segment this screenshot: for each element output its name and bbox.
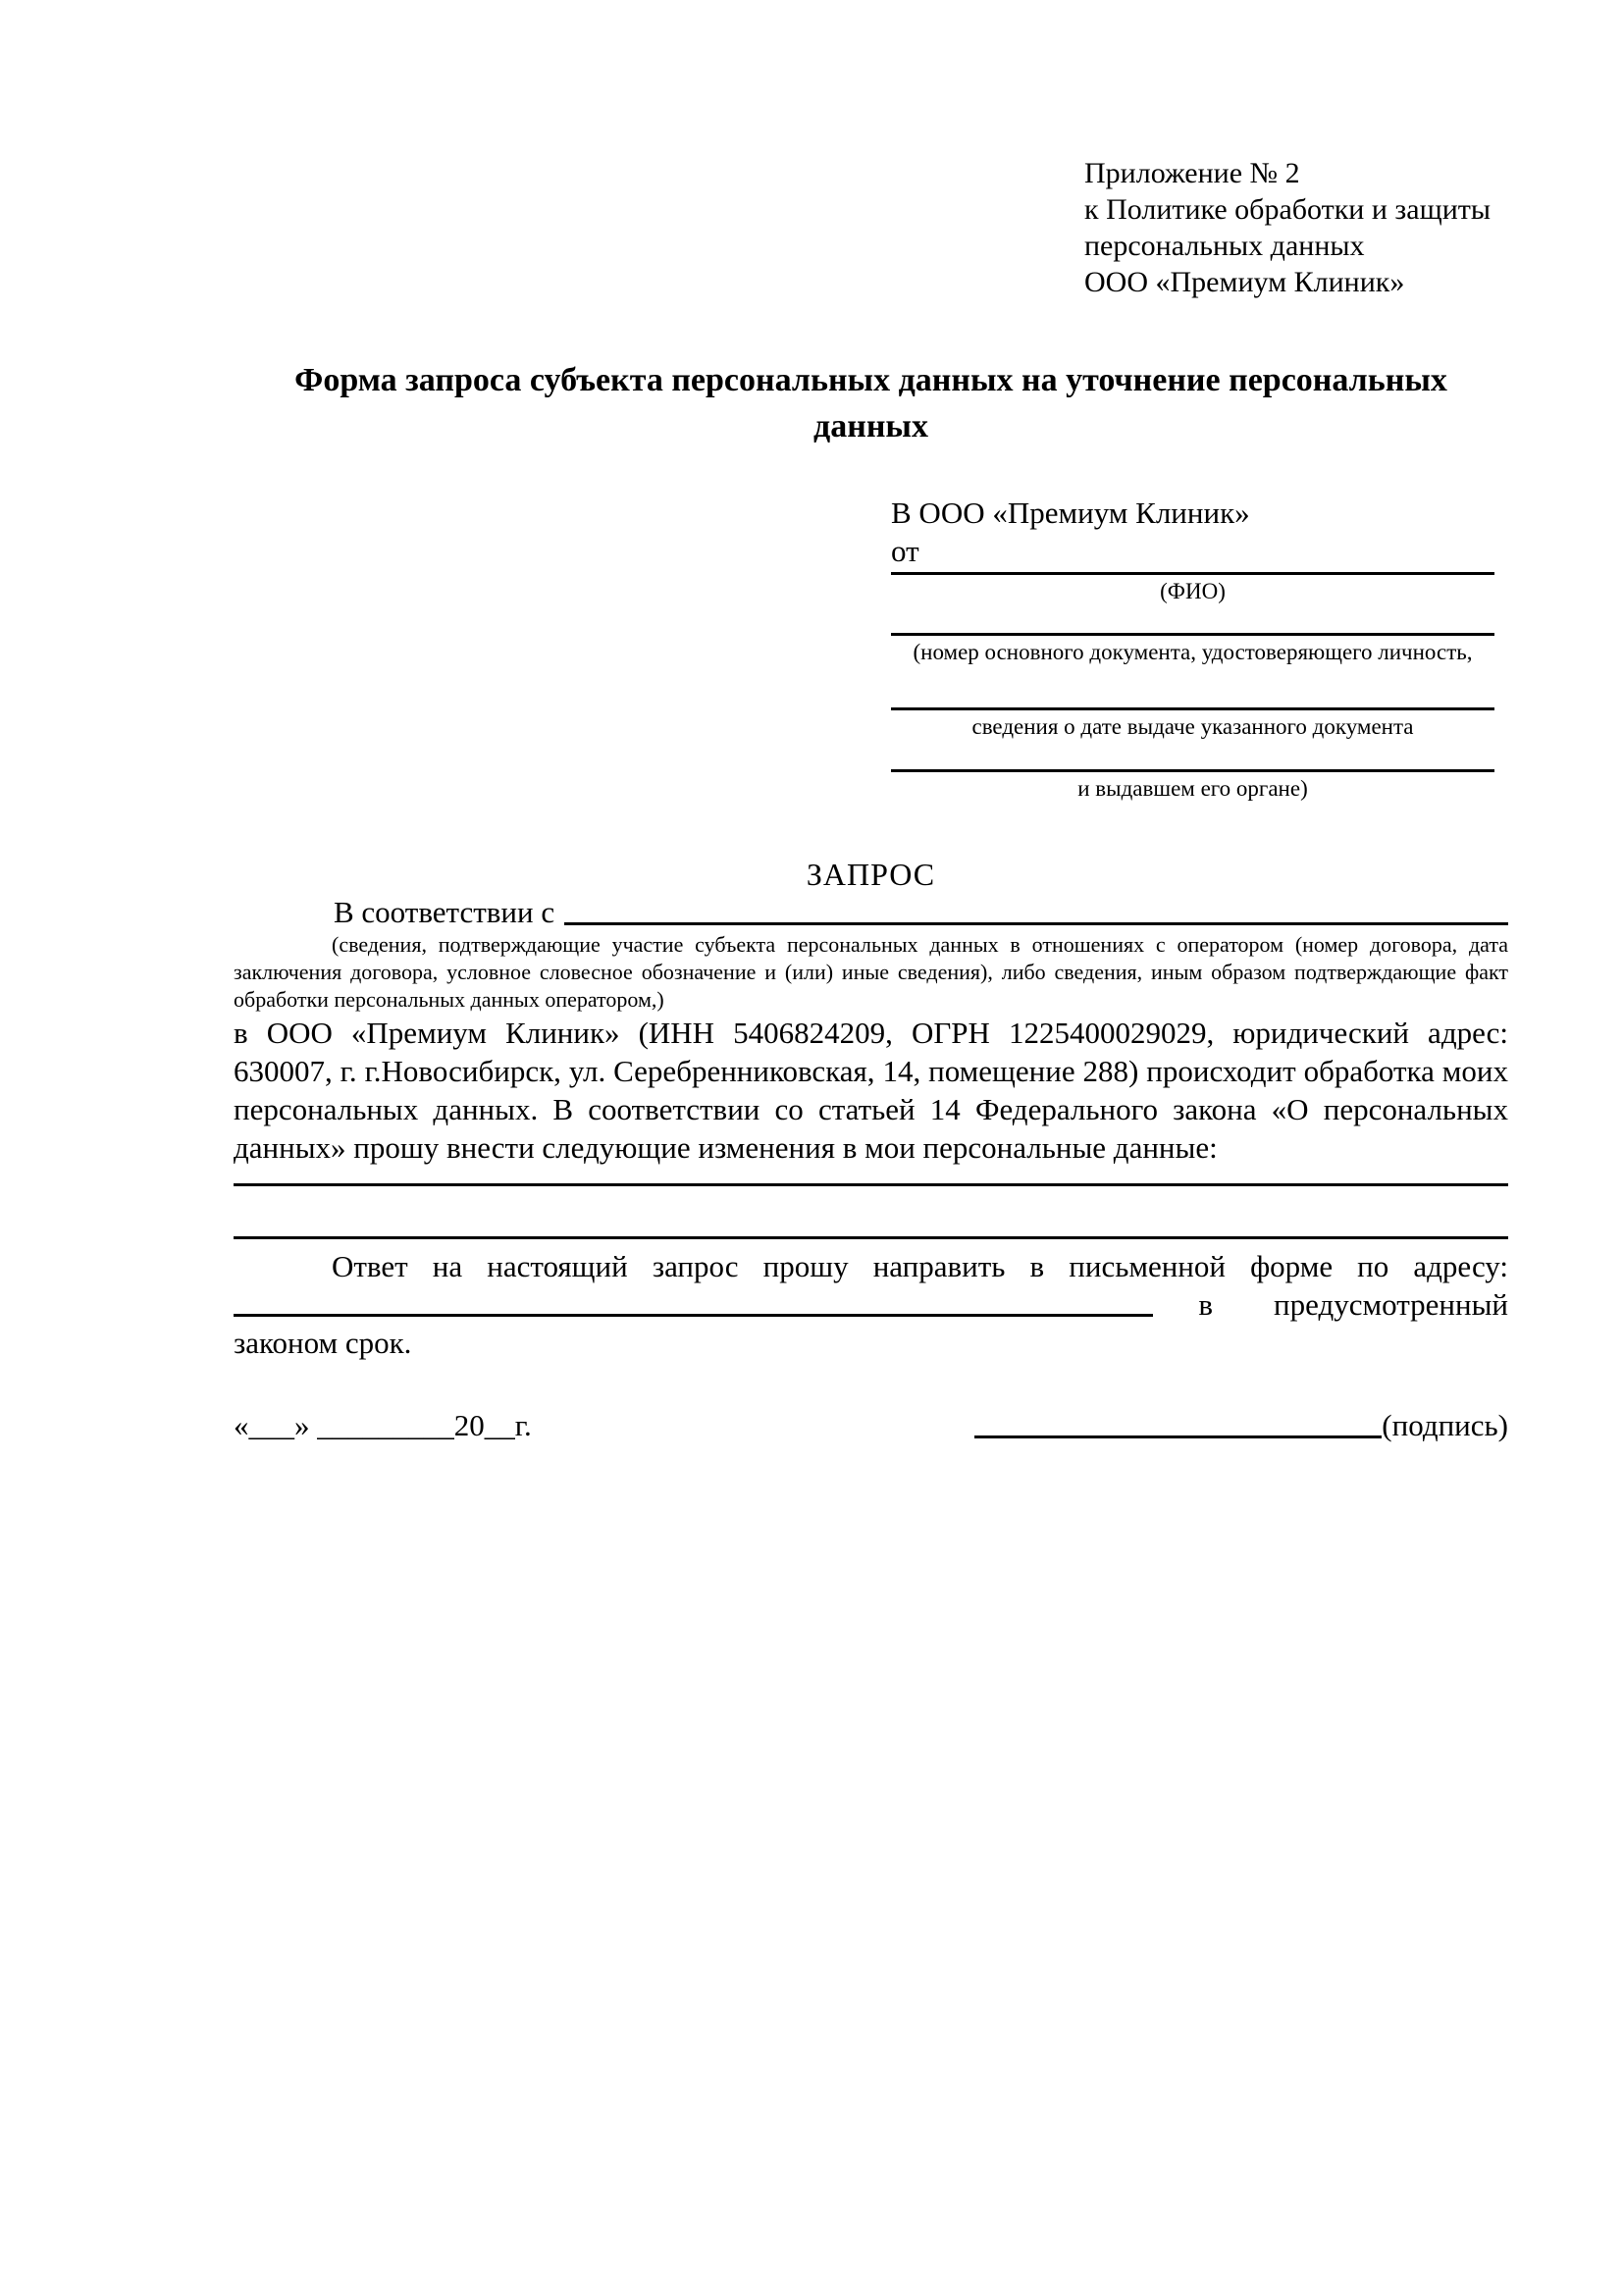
addressee-from-label: от [891, 534, 919, 568]
addressee-block [891, 494, 1494, 801]
accordance-blank-line [564, 894, 1508, 925]
reply-last-line: законом срок. [234, 1326, 412, 1360]
write-line-changes-1 [234, 1183, 1508, 1186]
write-line-signature [974, 1435, 1382, 1438]
caption-issuing-authority: и выдавшем его органе) [1077, 776, 1308, 801]
caption-fio: (ФИО) [1160, 579, 1226, 603]
caption-id-document: (номер основного документа, удостоверяющего личность, [913, 640, 1473, 664]
reply-address-row [234, 1285, 1508, 1324]
body-paragraph: в ООО «Премиум Клиник» (ИНН 5406824209, ОГРН 1225400029029, юридический адрес: 630007, г. г.Новосибирск, ул. Серебренниковская, 14, помещение 288) происходит обработка моих персональных данных. В соответствии со статьей 14 Федерального закона «О персональных данных» прошу внести следующие изменения в мои персональные данные: [234, 1016, 1508, 1165]
page-title: Форма запроса субъекта персональных данных на уточнение персональных данных [294, 362, 1447, 444]
annex-line: персональных данных [1084, 230, 1365, 262]
fine-print-note: (сведения, подтверждающие участие субъекта персональных данных в отношениях с оператором (номер договора, дата заключения договора, условное словесное обозначение и (или) иные сведения), либо сведения, иным образом подтверждающие факт обработки персональных данных оператором,) [234, 932, 1508, 1012]
addressee-to: В ООО «Премиум Клиник» [891, 496, 1250, 530]
accordance-lead: В соответствии с [334, 895, 555, 929]
request-heading: ЗАПРОС [806, 857, 936, 892]
date-blank: «___» _________20__г. [234, 1408, 532, 1442]
annex-line: Приложение № 2 [1084, 157, 1300, 189]
caption-issue-date: сведения о дате выдаче указанного документа [971, 714, 1414, 739]
write-line-address [234, 1314, 1153, 1317]
write-line-changes-2 [234, 1236, 1508, 1239]
reply-word-predusmotrenny: предусмотренный [1274, 1287, 1508, 1322]
annex-block [1084, 0, 1508, 300]
signature-area [974, 1406, 1508, 1444]
reply-lead: Ответ на настоящий запрос прошу направить в письменной форме по адресу: [332, 1249, 1508, 1283]
reply-word-v: в [1198, 1287, 1214, 1322]
annex-line: к Политике обработки и защиты [1084, 193, 1492, 226]
signature-caption: (подпись) [1382, 1408, 1508, 1442]
date-signature-row [234, 1406, 1508, 1444]
annex-line: ООО «Премиум Клиник» [1084, 266, 1405, 298]
accordance-row [234, 894, 1508, 931]
